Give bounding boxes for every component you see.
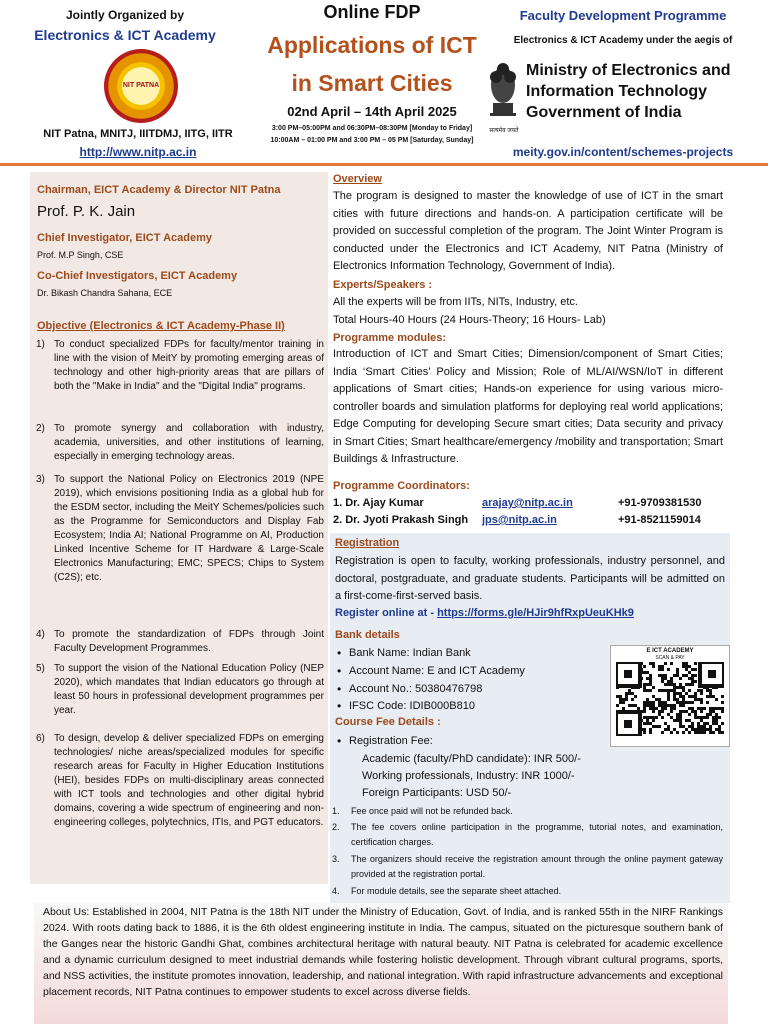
bank-text: Account No.: 50380476798 [349,683,483,695]
objective-number: 4) [36,629,45,640]
ministry-line3: Government of India [526,104,682,121]
coordinator-phone: +91-8521159014 [618,514,701,526]
header-center [238,0,506,162]
fee-note [332,884,724,899]
register-link[interactable]: https://forms.gle/HJir9hfRxpUeuKHk9 [437,607,634,619]
objective-number: 1) [36,339,45,350]
payment-qr[interactable] [610,645,730,747]
jointly-organized: Jointly Organized by [65,8,185,22]
objective-heading: Objective (Electronics & ICT Academy-Phase II) [37,320,285,332]
bank-item [337,683,482,695]
bullet-icon: • [337,734,342,748]
left-column [30,172,328,884]
national-emblem-icon [486,55,520,125]
objective-number: 3) [36,474,45,485]
experts-line2: Total Hours-40 Hours (24 Hours-Theory; 16 Hours- Lab) [333,314,606,326]
schedule-weekday: 3:00 PM–05:00PM and 06:30PM–08:30PM [Monday to Friday] [271,125,473,132]
fee-heading: Course Fee Details : [335,716,441,728]
experts-heading: Experts/Speakers : [333,279,433,291]
note-text: Fee once paid will not be refunded back. [351,806,513,816]
bullet-icon: • [337,682,342,696]
objective-number: 6) [36,733,45,744]
objective-item [36,662,324,718]
fee-note [332,804,724,819]
objective-number: 5) [36,663,45,674]
ministry-line2: Information Technology [526,83,708,100]
program-dates: 02nd April – 14th April 2025 [287,104,457,119]
header-divider [0,163,768,166]
fee-note [332,852,724,879]
note-text: The organizers should receive the registration amount through the online payment gateway provided at the registration portal. [351,854,723,879]
online-fdp: Online FDP [323,2,421,22]
note-number: 3. [332,854,340,864]
chairman-label: Chairman, EICT Academy & Director NIT Patna [37,184,281,196]
coci-label: Co-Chief Investigators, EICT Academy [37,270,238,282]
modules-heading: Programme modules: [333,332,447,344]
coci-name: Dr. Bikash Chandra Sahana, ECE [37,288,173,298]
objective-item [36,473,324,585]
note-number: 2. [332,822,340,832]
title-line2: in Smart Cities [291,70,453,96]
aegis-label: Electronics & ICT Academy under the aegis of [513,35,733,46]
registration-text: Registration is open to faculty, working professionals, industry personnel, and doctoral, postgraduate, and graduate students. Participants will be admitted on a first-come-first-served basis. [335,555,725,602]
header-left [0,0,250,162]
bank-text: Account Name: E and ICT Academy [349,665,525,677]
objective-text: To promote synergy and collaboration with industry, academia, universities, and other institutions of learning, especially in emerging technology areas. [54,423,324,462]
schedule-weekend: 10:00AM – 01:00 PM and 3:00 PM – 05 PM [Saturday, Sunday] [270,137,474,144]
fee-label: Registration Fee: [349,735,433,747]
coordinator-email[interactable]: jps@nitp.ac.in [482,514,557,526]
title-line1: Applications of ICT [267,32,477,58]
overview-heading: Overview [333,173,382,185]
bullet-icon: • [337,699,342,713]
about-text: About Us: Established in 2004, NIT Patna is the 18th NIT under the Ministry of Education, Govt. of India, and is ranked 55th in the NIRF Rankings 2024. With roots dating back to 1886, it is the 6th oldest engineering institute in India. The campus, situated on the picturesque southern bank of the Ganges near the historic Gandhi Ghat, combines architectural heritage with natural beauty. NIT Patna is celebrated for academic excellence and a dynamic curriculum designed to meet industrial demands while fostering holistic development. Through vibrant cultural programs, sports, and NSS activities, the institute promotes innovation, leadership, and national integration. With rapid infrastructure advancements and exceptional placement records, NIT Patna continues to empower students to excel across diverse fields. [43,906,723,998]
overview-text: The program is designed to master the knowledge of use of ICT in the smart cities with future directions and hands-on. A participation certificate will be provided on successful completion of the program. The Joint Winter Program is conducted under the Electronics and ICT Academy, NIT Patna (Ministry of Electronics Information Technology, Government of India). [333,190,723,272]
ci-name: Prof. M.P Singh, CSE [37,250,124,260]
objective-item [36,422,324,464]
ministry-line1: Ministry of Electronics and [526,62,731,79]
bullet-icon: • [337,646,342,660]
objective-number: 2) [36,423,45,434]
fdp-label: Faculty Development Programme [519,8,727,23]
note-number: 1. [332,806,340,816]
coordinator-email[interactable]: arajay@nitp.ac.in [482,497,573,509]
fee-item: Academic (faculty/PhD candidate): INR 500/- [362,753,581,765]
experts-line1: All the experts will be from IITs, NITs, Industry, etc. [333,296,578,308]
institutes: NIT Patna, MNITJ, IIITDMJ, IITG, IITR [43,128,233,140]
note-text: The fee covers online participation in the programme, tutorial notes, and examination, certification charges. [351,822,723,847]
bullet-icon: • [337,664,342,678]
objective-item [36,338,324,394]
bank-item [337,700,475,712]
bank-text: Bank Name: Indian Bank [349,647,471,659]
academy-name: Electronics & ICT Academy [34,27,216,43]
qr-code-icon [616,662,724,736]
satyamev-jayate: सत्यमेव जयते [489,128,519,134]
coordinators-heading: Programme Coordinators: [333,480,470,492]
objective-text: To support the National Policy on Electronics 2019 (NPE 2019), which envisions positioning India as a global hub for the ESDM sector, including the MeitY Schemes/policies such as the Programme for Semiconductors and Display Fab Ecosystem; India AI; National Programme on AI, Production Linked Incentive Scheme for IT Hardware & Large-Scale Electronics Manufacturing; EMC; SPECS; Chips to System (C2S); etc. [54,474,324,583]
objective-text: To design, develop & deliver specialized FDPs on emerging technologies/ niche areas/specialized modules for specific research areas for Faculty in Higher Education Institutions (HEI), besides FDPs on multi-disciplinary areas connected with ICT tools and technologies and other digital hybrid domains, covering a wide spectrum of engineering and non-engineering colleges, polytechnics, ITIs, and PGT educators. [54,733,324,828]
logo-text: NIT PATNA [122,67,160,105]
fee-label-item [337,735,433,747]
chairman-name: Prof. P. K. Jain [37,203,136,220]
nitp-link[interactable]: http://www.nitp.ac.in [79,145,197,159]
bank-text: IFSC Code: IDIB000B810 [349,700,475,712]
coordinator-name: 2. Dr. Jyoti Prakash Singh [333,514,469,526]
register-online [335,605,725,623]
objective-text: To conduct specialized FDPs for faculty/mentor training in line with the vision of MeitY by promoting emerging areas of technology and other high-priority areas that are pillars of both the "Make in India" and the "Digital India" programs. [54,339,324,392]
objective-text: To support the vision of the National Education Policy (NEP 2020), which mandates that Indian educators go through at least 50 hours in professional development programmes per year. [54,663,324,716]
fee-item: Foreign Participants: USD 50/- [362,787,512,799]
objective-item [36,628,324,656]
about-section [34,903,728,1024]
qr-subtitle: SCAN & PAY [655,655,685,661]
objective-item [36,732,324,830]
ci-label: Chief Investigator, EICT Academy [37,232,213,244]
meity-link[interactable]: meity.gov.in/content/schemes-projects [512,145,734,159]
ministry-name [526,60,766,123]
coordinator-phone: +91-9709381530 [618,497,702,509]
modules-text: Introduction of ICT and Smart Cities; Dimension/component of Smart Cities; India ‘Smart Cities’ Policy and Mission; Role of ML/AI/WSN/IoT in different applications of Smart cities; Hands-on experience for using various micro-controller boards and simulation platforms for deploying real world applications; Edge Computing for developing Secure smart cities; Data security and privacy in Smart Cities; Smart healthcare/emergency /mobility and transportation; Smart Buildings & Infrastructure. [333,348,723,465]
objective-text: To promote the standardization of FDPs through Joint Faculty Development Programmes. [54,629,324,654]
bank-item [337,665,525,677]
register-label: Register online at - [335,607,438,619]
header-right [478,0,768,162]
nit-patna-logo [104,49,178,123]
note-number: 4. [332,886,340,896]
qr-title: E ICT ACADEMY [646,648,694,654]
registration-heading: Registration [335,537,400,549]
fee-note [332,820,724,847]
coordinator-name: 1. Dr. Ajay Kumar [333,497,424,509]
bank-heading: Bank details [335,629,400,641]
bank-item [337,647,471,659]
note-text: For module details, see the separate sheet attached. [351,886,562,896]
fee-item: Working professionals, Industry: INR 1000/- [362,770,575,782]
